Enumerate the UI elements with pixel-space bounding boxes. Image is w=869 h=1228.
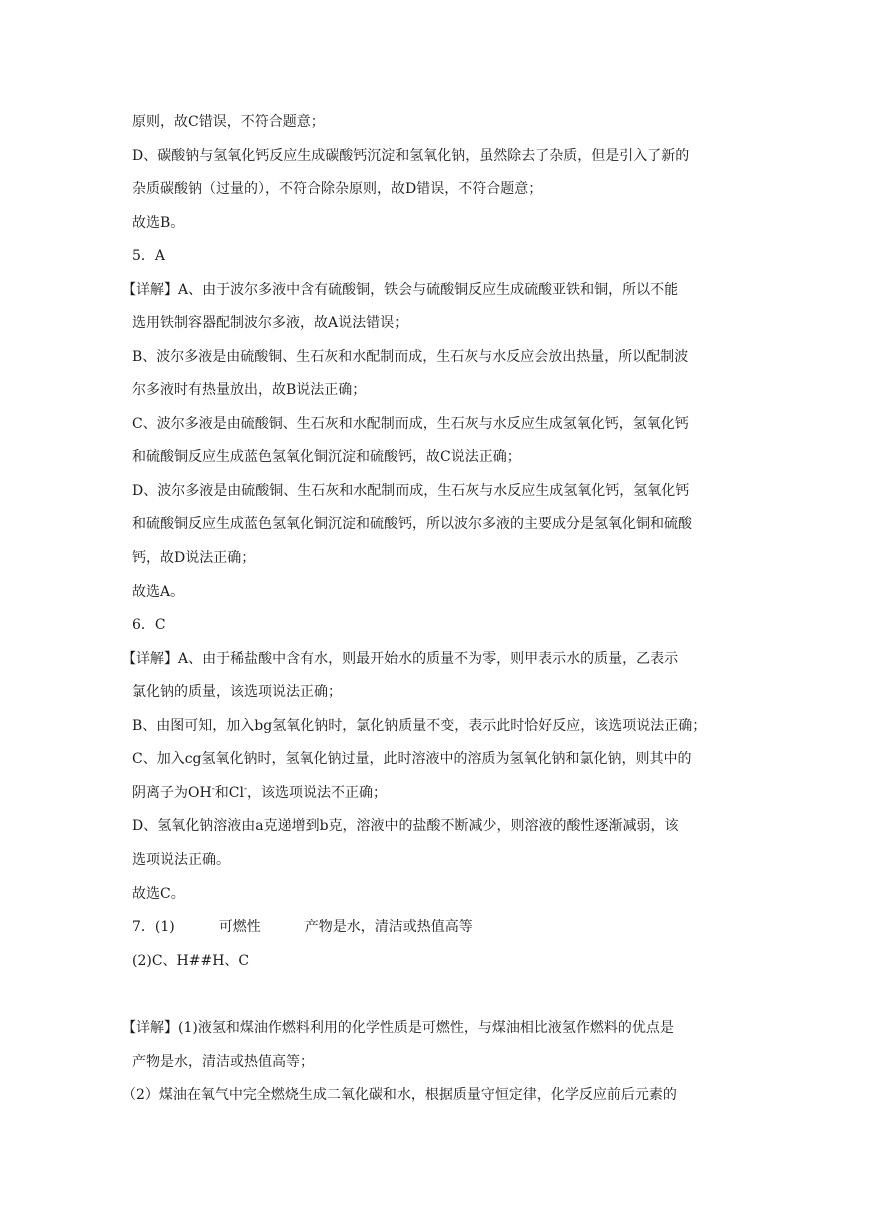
text-line: C、波尔多液是由硫酸铜、生石灰和水配制而成，生石灰与水反应生成氢氧化钙，氢氧化钙 [132, 416, 689, 432]
text-line: 故选C。 [132, 886, 185, 902]
text-line: 【详解】A、由于稀盐酸中含有水，则最开始水的质量不为零，则甲表示水的质量，乙表示 [122, 651, 679, 667]
text-line: 钙，故D说法正确； [132, 550, 256, 566]
text-line: D、氢氧化钠溶液由a克递增到b克，溶液中的盐酸不断减少，则溶液的酸性逐渐减弱，该 [132, 818, 679, 834]
question-number: 7．(1) [132, 919, 175, 935]
text-line: D、波尔多液是由硫酸铜、生石灰和水配制而成，生石灰与水反应生成氢氧化钙，氢氧化钙 [132, 483, 690, 499]
question-number: 6．C [132, 617, 166, 633]
question-number: 5．A [132, 248, 166, 264]
text-line [132, 917, 745, 937]
text-line: 【详解】A、由于波尔多液中含有硫酸铜，铁会与硫酸铜反应生成硫酸亚铁和铜，所以不能 [122, 282, 679, 298]
text-line: 选项说法正确。 [132, 852, 230, 868]
text-line: 氯化钠的质量，该选项说法正确； [132, 684, 342, 700]
text-line: C、加入cg氢氧化钠时，氢氧化钠过量，此时溶液中的溶质为氢氧化钠和氯化钠，则其中的 [132, 751, 692, 767]
text-fragment: 和Cl [214, 785, 244, 801]
text-line: 选用铁制容器配制波尔多液，故A说法错误； [132, 315, 409, 331]
text-line: B、由图可知，加入bg氢氧化钠时，氯化钠质量不变，表示此时恰好反应，该选项说法正确； [132, 718, 707, 734]
text-line [132, 783, 745, 803]
text-line: 故选B。 [132, 215, 185, 231]
superscript: - [243, 784, 247, 795]
text-fragment: 阴离子为OH [132, 785, 212, 801]
superscript: - [211, 784, 215, 795]
text-line: 尔多液时有热量放出，故B说法正确； [132, 382, 367, 398]
text-line: 和硫酸铜反应生成蓝色氢氧化铜沉淀和硫酸钙，所以波尔多液的主要成分是氢氧化铜和硫酸 [132, 516, 692, 532]
text-line: B、波尔多液是由硫酸铜、生石灰和水配制而成，生石灰与水反应会放出热量，所以配制波 [132, 349, 689, 365]
answer-text: 产物是水，清洁或热值高等 [304, 919, 473, 935]
text-line: 和硫酸铜反应生成蓝色氢氧化铜沉淀和硫酸钙，故C说法正确； [132, 449, 521, 465]
text-line: 故选A。 [132, 584, 185, 600]
text-line: 原则，故C错误，不符合题意； [132, 114, 325, 130]
text-line: (2)C、H##H、C [132, 953, 250, 969]
text-line: （2）煤油在氧气中完全燃烧生成二氧化碳和水，根据质量守恒定律，化学反应前后元素的 [122, 1087, 677, 1103]
answer-text: 可燃性 [218, 919, 261, 935]
text-line: D、碳酸钠与氢氧化钙反应生成碳酸钙沉淀和氢氧化钠，虽然除去了杂质，但是引入了新的 [132, 148, 690, 164]
text-fragment: ，该选项说法不正确； [246, 785, 387, 801]
text-line: 杂质碳酸钠（过量的），不符合除杂原则，故D错误，不符合题意； [132, 181, 543, 197]
text-line: 产物是水，清洁或热值高等； [132, 1054, 314, 1070]
text-line: 【详解】(1)液氢和煤油作燃料利用的化学性质是可燃性，与煤油相比液氢作燃料的优点是 [122, 1020, 674, 1036]
